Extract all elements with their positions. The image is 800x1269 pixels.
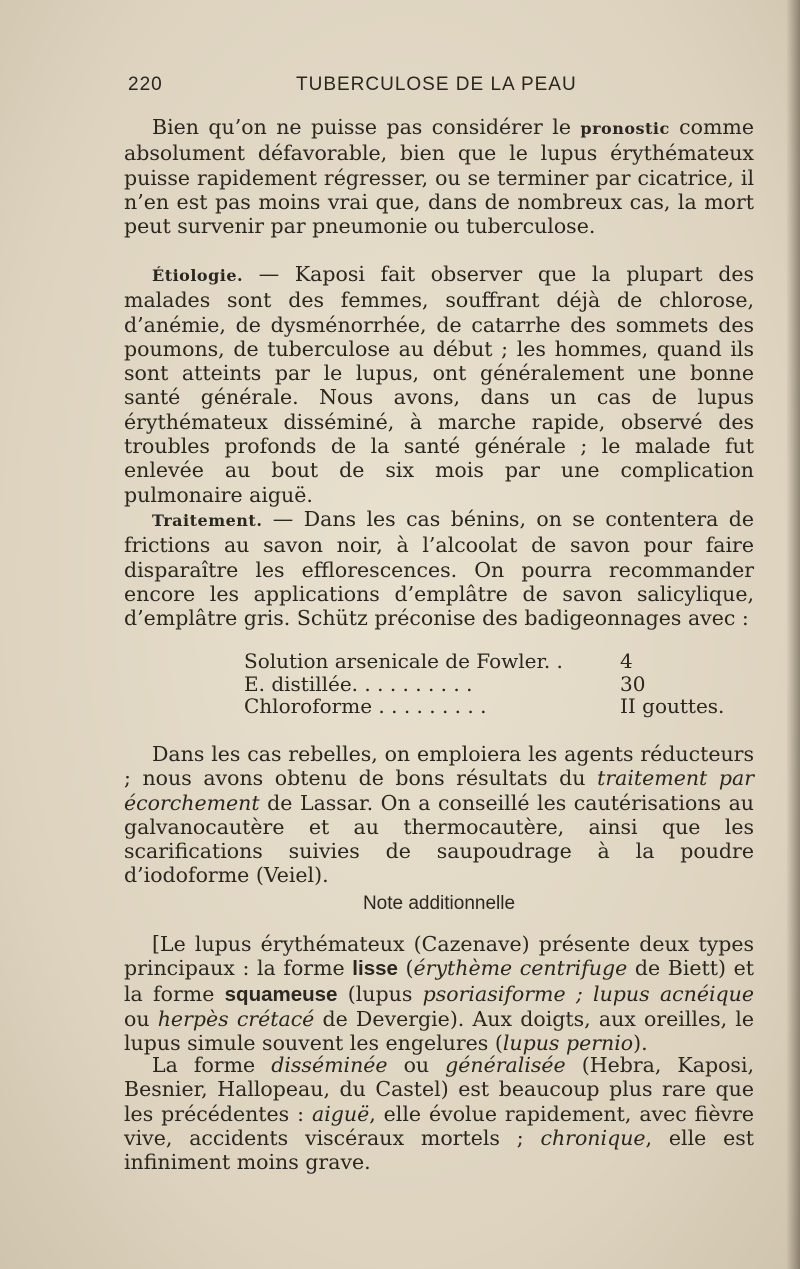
paragraph-traitement: Traitement. — Dans les cas bénins, on se contentera de frictions au savon noir, à l’alcoolat de savon pour faire disparaître les efflorescences. On pourra recommander encore les applications d’emplâtre de savon salicylique, d’emplâtre gris. Schütz préconise des badigeonnages avec : — [124, 507, 754, 631]
paragraph-note-disseminee: La forme disséminée ou généralisée (Hebra, Kaposi, Besnier, Hallopeau, du Castel) est beaucoup plus rare que les précédentes : aiguë, elle évolue rapidement, avec fièvre vive, accidents viscéraux mortels ; chronique, elle est infiniment moins grave. — [124, 1053, 755, 1175]
paragraph-etiologie: Étiologie. — Kaposi fait observer que la plupart des malades sont des femmes, souffrant déjà de chlorose, d’anémie, de dysménorrhée, de catarrhe des sommets des poumons, de tuberculose au début ; les hommes, quand ils sont atteints par le lupus, ont généralement une bonne santé générale. Nous avons, dans un cas de lupus érythémateux disséminé, à marche rapide, observé des troubles profonds de la santé générale ; le malade fut enlevée au bout de six mois par une complication pulmonaire aiguë. — [124, 262, 754, 507]
running-head — [128, 74, 752, 104]
paragraph-note-types: [Le lupus érythémateux (Cazenave) présente deux types principaux : la forme lisse (érythème centrifuge de Biett) et la forme squameuse (lupus psoriasiforme ; lupus acnéique ou herpès crétacé de Devergie). Aux doigts, aux oreilles, le lupus simule souvent les engelures (lupus pernio). — [124, 932, 754, 1056]
heading-traitement: Traitement. — [152, 511, 263, 530]
formula-row: Chloroforme . . . . . . . . . II gouttes. — [244, 694, 725, 718]
prescription-formula — [244, 650, 744, 718]
heading-etiologie: Étiologie. — [152, 266, 244, 285]
page-edge-shadow — [786, 0, 800, 1269]
paragraph-pronostic: Bien qu’on ne puisse pas considérer le pronostic comme absolument défavorable, bien que le lupus érythémateux puisse rapidement régresser, ou se terminer par cicatrice, il n’en est pas moins vrai que, dans de nombreux cas, la mort peut survenir par pneumonie ou tuberculose. — [124, 115, 754, 239]
formula-row: E. distillée. . . . . . . . . . 30 — [244, 671, 646, 696]
paragraph-cas-rebelles: Dans les cas rebelles, on emploiera les agents réducteurs ; nous avons obtenu de bons résultats du traitement par écorchement de Lassar. On a conseillé les cautérisations au galvanocautère et au thermocautère, ainsi que les scarifications suivies de saupoudrage à la poudre d’iodoforme (Veiel). — [124, 742, 754, 888]
note-title: Note additionnelle — [362, 893, 516, 914]
running-title: TUBERCULOSE DE LA PEAU — [296, 74, 577, 95]
page-number: 220 — [128, 74, 163, 95]
keyword-pronostic: pronostic — [580, 119, 670, 138]
italic-traitement-par-ecorchement: traitement par écorchement — [124, 766, 754, 815]
formula-row: Solution arsenicale de Fowler. . 4 — [244, 649, 633, 673]
